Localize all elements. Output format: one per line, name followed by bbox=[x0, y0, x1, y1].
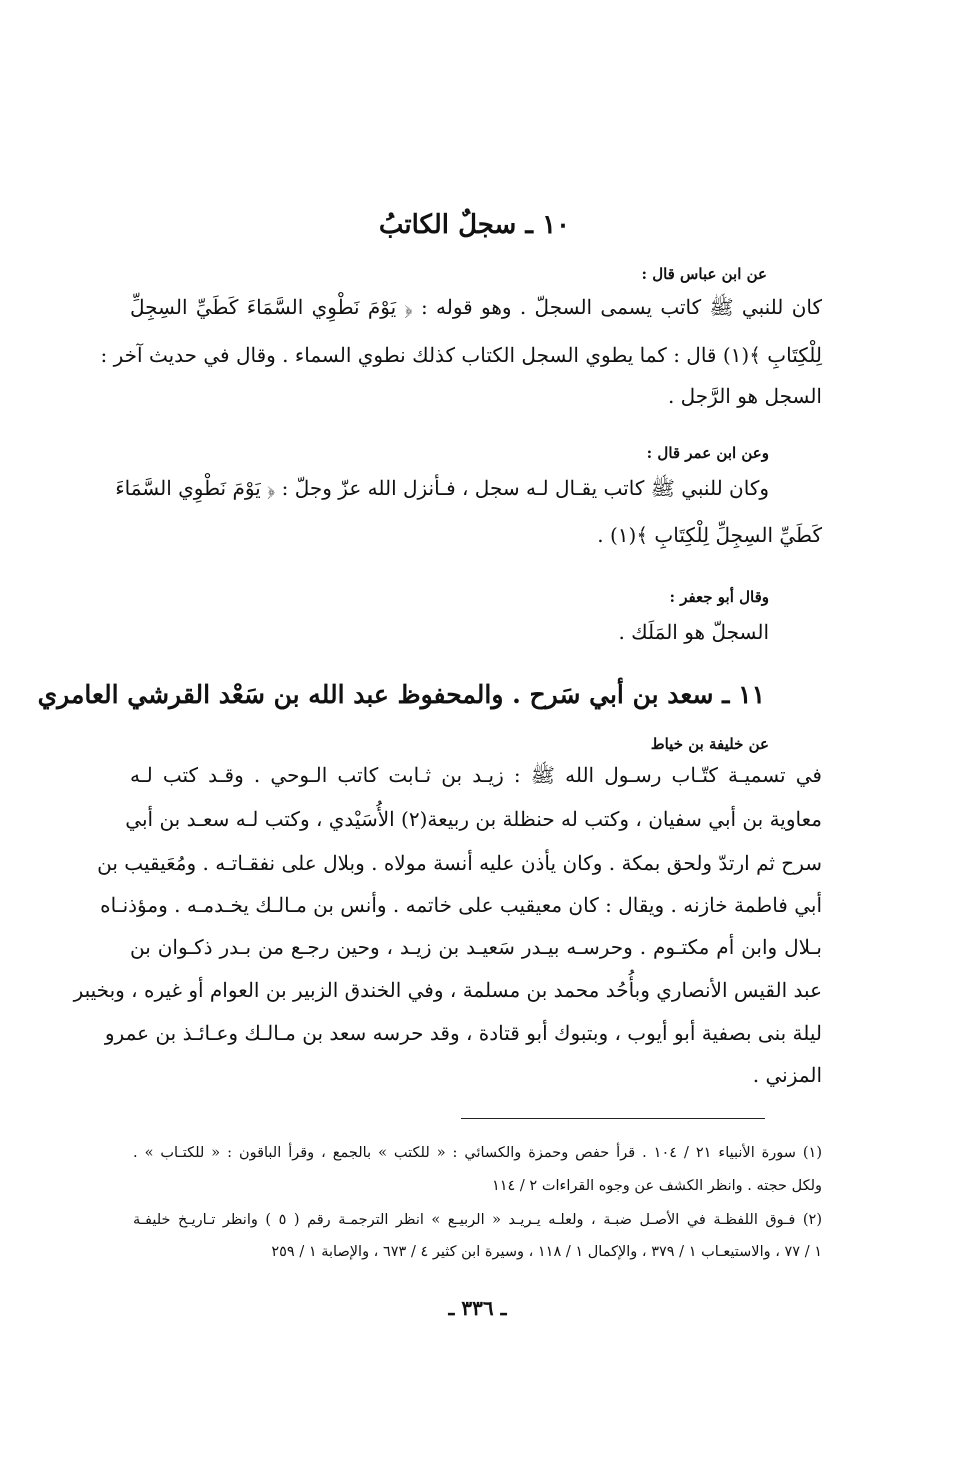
body-line: في تسميـة كتّـاب رسـول الله ﷺ : زيـد بن ثـابت كاتب الـوحي . وقـد كتب لـه bbox=[130, 763, 822, 787]
footnote-separator bbox=[461, 1118, 765, 1119]
body-line: لِلْكِتَابِ ﴾(١) قال : كما يطوي السجل الكتاب كذلك نطوي السماء . وقال في حديث آخر : bbox=[100, 343, 822, 367]
page-number: ـ ٣٣٦ ـ bbox=[448, 1296, 507, 1320]
body-line: أبي فاطمة خازنه . ويقال : كان معيقيب على خاتمه . وأنس بن مـالـك يخـدمـه . ومؤذنـاه bbox=[100, 893, 822, 917]
footnote-line: ولكل حجته . وانظر الكشف عن وجوه القراءات ٢ / ١١٤ bbox=[491, 1178, 822, 1194]
body-line: وكان للنبي ﷺ كاتب يقـال لـه سجل ، فـأنزل الله عزّ وجلّ : ﴿ يَوْمَ نَطْوِي السَّمَاءَ bbox=[115, 476, 769, 500]
body-line: كَطَيِّ السِجِلِّ لِلْكِتَابِ ﴾(١) . bbox=[597, 523, 822, 547]
footnote-line: (١) سورة الأنبياء ٢١ / ١٠٤ . قرأ حفص وحمزة والكسائي : « للكتب » بالجمع ، وقرأ الباقون : « للكتـاب » . bbox=[133, 1145, 822, 1161]
narrator-line-abu-jafar: وقال أبو جعفر : bbox=[669, 588, 769, 606]
body-line: ليلة بنى بصفية أبو أيوب ، وبتبوك أبو قتادة ، وقد حرسه سعد بن مـالـك وعـائـذ بن عمرو bbox=[104, 1021, 822, 1045]
body-line: السجل هو الرَّجل . bbox=[667, 384, 822, 408]
section-11-title: ١١ ـ سعد بن أبي سَرح . والمحفوظ عبد الله بن سَعْد القرشي العامري bbox=[37, 680, 765, 709]
narrator-line-ibn-abbas: عن ابن عباس قال : bbox=[641, 265, 767, 283]
narrator-line-khalifa: عن خليفة بن خياط bbox=[650, 735, 769, 753]
body-line: عبد القيس الأنصاري وبأُحُد محمد بن مسلمة ، وفي الخندق الزبير بن العوام أو غيره ، وبخيبر bbox=[73, 978, 822, 1002]
section-10-title: ١٠ ـ سجلٌ الكاتبُ bbox=[378, 210, 570, 240]
body-line: المزني . bbox=[752, 1063, 822, 1087]
body-line: السجلّ هو المَلَك . bbox=[618, 620, 769, 644]
body-line: بـلال وابن أم مكتـوم . وحرسـه بيـدر سَعيـد بن زيـد ، وحين رجـع من بـدر ذكـوان بن bbox=[130, 935, 822, 959]
footnote-line: (٢) فـوق اللفظـة في الأصـل ضبـة ، ولعلـه يـريـد « الربيـع » انظر الترجمـة رقم ( ٥ ) وانظر تـاريـخ خليفـة bbox=[133, 1212, 822, 1228]
narrator-line-ibn-umar: وعن ابن عمر قال : bbox=[646, 444, 769, 462]
footnote-line: ١ / ٧٧ ، والاستيعـاب ١ / ٣٧٩ ، والإكمال ١ / ١١٨ ، وسيرة ابن كثير ٤ / ٦٧٣ ، والإصابة ١ / ٢٥٩ bbox=[271, 1244, 822, 1260]
body-line: كان للنبي ﷺ كاتب يسمى السجلّ . وهو قوله : ﴿ يَوْمَ نَطْوِي السَّمَاءَ كَطَيِّ السِجِلِّ bbox=[130, 295, 822, 319]
body-line: سرح ثم ارتدّ ولحق بمكة . وكان يأذن عليه أنسة مولاه . وبلال على نفقـاتـه . ومُعَيقيب بن bbox=[97, 851, 822, 875]
body-line: معاوية بن أبي سفيان ، وكتب له حنظلة بن ربيعة(٢) الأُسَيْدي ، وكتب لـه سعـد بن أبي bbox=[125, 807, 822, 831]
